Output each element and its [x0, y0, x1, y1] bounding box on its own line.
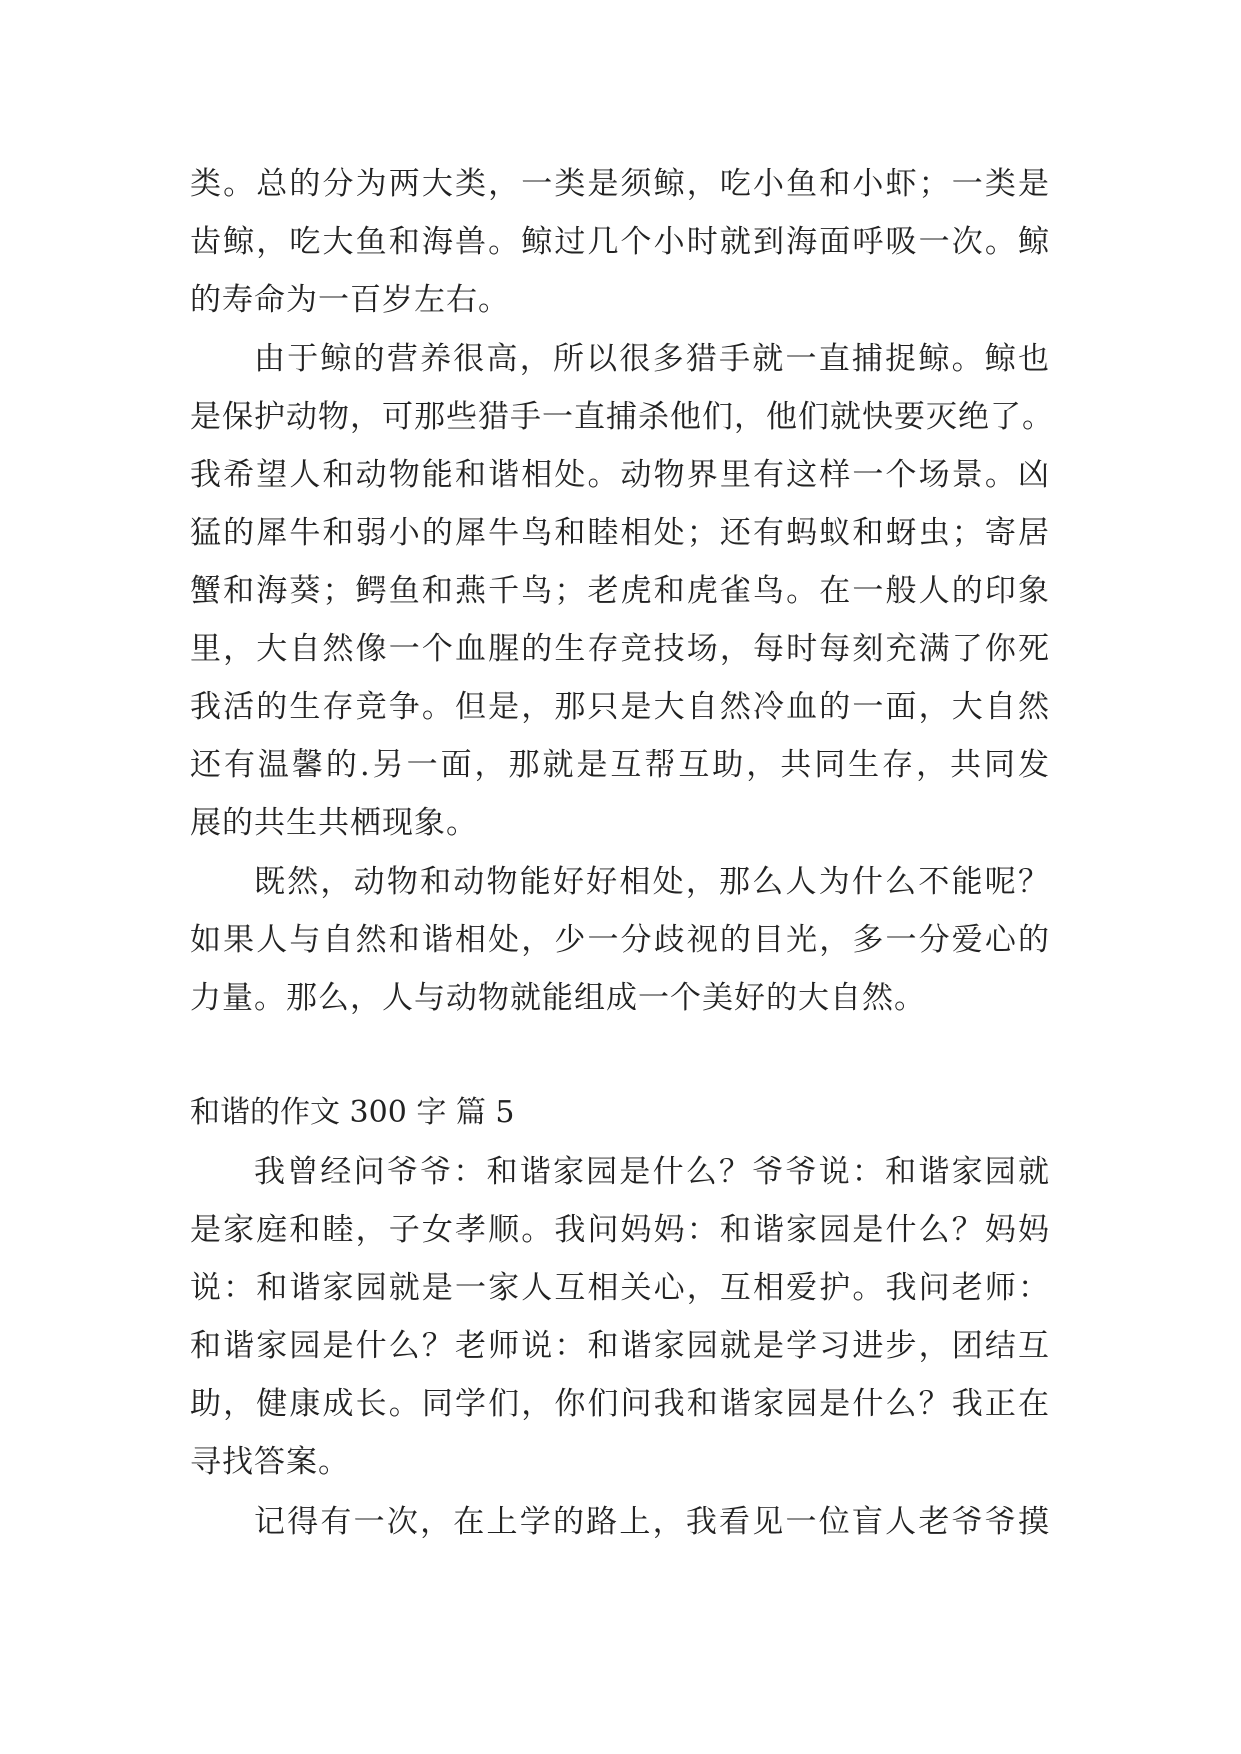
text-line: 既然，动物和动物能好好相处，那么人为什么不能呢？ [254, 864, 1050, 900]
text-line: 的寿命为一百岁左右。 [190, 282, 510, 318]
text-line: 还有温馨的.另一面，那就是互帮互助，共同生存，共同发 [190, 747, 1050, 783]
text-line: 说：和谐家园就是一家人互相关心，互相爱护。我问老师： [190, 1270, 1050, 1306]
text-line: 我曾经问爷爷：和谐家园是什么？爷爷说：和谐家园就 [254, 1154, 1050, 1190]
paragraph-blind-grandpa [190, 1493, 1050, 1551]
text-line: 猛的犀牛和弱小的犀牛鸟和睦相处；还有蚂蚁和蚜虫；寄居 [190, 515, 1050, 551]
text-line: 蟹和海葵；鳄鱼和燕千鸟；老虎和虎雀鸟。在一般人的印象 [190, 573, 1050, 609]
paragraph-harmonious-home [190, 1143, 1050, 1491]
text-line: 齿鲸，吃大鱼和海兽。鲸过几个小时就到海面呼吸一次。鲸 [190, 224, 1050, 260]
paragraph-whale-types [190, 155, 1050, 329]
text-line: 和谐家园是什么？老师说：和谐家园就是学习进步，团结互 [190, 1328, 1050, 1364]
text-line: 是保护动物，可那些猎手一直捕杀他们，他们就快要灭绝了。 [190, 399, 1054, 435]
text-line: 类。总的分为两大类，一类是须鲸，吃小鱼和小虾；一类是 [190, 166, 1050, 202]
paragraph-harmony-animals [190, 330, 1054, 852]
text-line: 我希望人和动物能和谐相处。动物界里有这样一个场景。凶 [190, 457, 1050, 493]
section-heading: 和谐的作文 300 字 篇 5 [190, 1095, 515, 1130]
text-line: 里，大自然像一个血腥的生存竞技场，每时每刻充满了你死 [190, 631, 1050, 667]
text-line: 展的共生共栖现象。 [190, 805, 478, 841]
text-line: 寻找答案。 [190, 1444, 350, 1480]
text-line: 如果人与自然和谐相处，少一分歧视的目光，多一分爱心的 [190, 922, 1050, 958]
text-line: 是家庭和睦，子女孝顺。我问妈妈：和谐家园是什么？妈妈 [190, 1212, 1050, 1248]
text-line: 我活的生存竞争。但是，那只是大自然冷血的一面，大自然 [190, 689, 1050, 725]
paragraph-human-nature [190, 853, 1050, 1027]
text-line: 由于鲸的营养很高，所以很多猎手就一直捕捉鲸。鲸也 [254, 341, 1050, 377]
text-line: 力量。那么，人与动物就能组成一个美好的大自然。 [190, 980, 926, 1016]
text-line: 记得有一次，在上学的路上，我看见一位盲人老爷爷摸 [254, 1504, 1050, 1540]
text-line: 助，健康成长。同学们，你们问我和谐家园是什么？我正在 [190, 1386, 1050, 1422]
